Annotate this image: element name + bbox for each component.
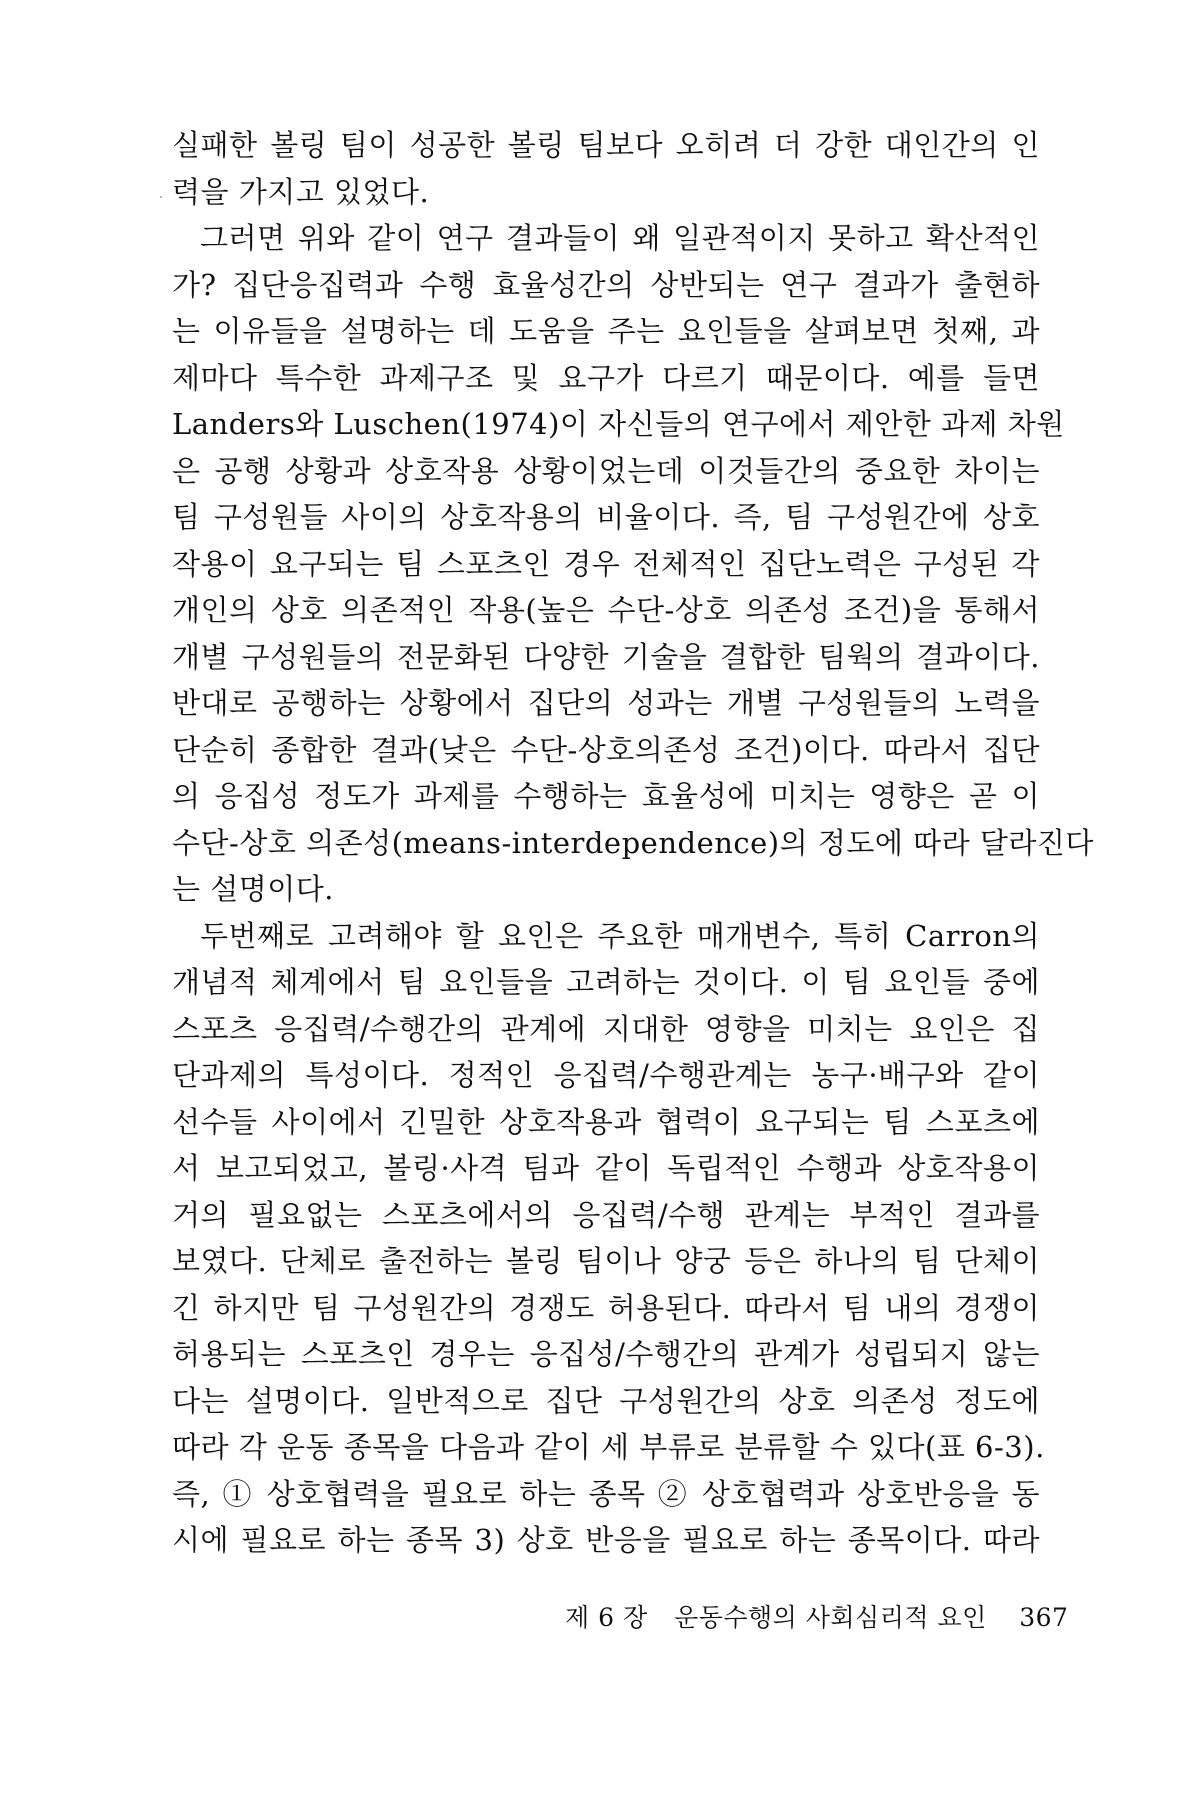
body-line: 그러면 위와 같이 연구 결과들이 왜 일관적이지 못하고 확산적인 [200,221,1040,255]
footer-chapter-title: 운동수행의 사회심리적 요인 [674,1603,987,1632]
body-line: 서 보고되었고, 볼링·사격 팀과 같이 독립적인 수행과 상호작용이 [172,1151,1040,1185]
body-line: 따라 각 운동 종목을 다음과 같이 세 부류로 분류할 수 있다(표 6-3). [172,1430,1045,1464]
body-line: 거의 필요없는 스포츠에서의 응집력/수행 관계는 부적인 결과를 [172,1197,1040,1232]
body-line: 가? 집단응집력과 수행 효율성간의 상반되는 연구 결과가 출현하 [172,267,1040,302]
body-text [172,122,1094,1564]
body-line: 은 공행 상황과 상호작용 상황이었는데 이것들간의 중요한 차이는 [172,453,1040,488]
scan-speck [160,196,162,198]
body-line: 수단-상호 의존성(means-interdependence)의 정도에 따라 달라진다 [172,825,1094,860]
body-line: 는 설명이다. [172,872,335,906]
body-line: 개인의 상호 의존적인 작용(높은 수단-상호 의존성 조건)을 통해서 [172,593,1040,627]
body-line: 즉, ① 상호협력을 필요로 하는 종목 ② 상호협력과 상호반응을 동 [172,1476,1040,1511]
body-line: 는 이유들을 설명하는 데 도움을 주는 요인들을 살펴보면 첫째, 과 [172,314,1040,348]
body-line: 보였다. 단체로 출전하는 볼링 팀이나 양궁 등은 하나의 팀 단체이 [172,1244,1040,1278]
body-line: 시에 필요로 하는 종목 3) 상호 반응을 필요로 하는 종목이다. 따라 [172,1523,1040,1557]
running-footer [565,1598,1068,1634]
body-line: 팀 구성원들 사이의 상호작용의 비율이다. 즉, 팀 구성원간에 상호 [172,500,1040,534]
body-line: 스포츠 응집력/수행간의 관계에 지대한 영향을 미치는 요인은 집 [172,1011,1040,1046]
body-line: 허용되는 스포츠인 경우는 응집성/수행간의 관계가 성립되지 않는 [172,1337,1040,1371]
body-line: 실패한 볼링 팀이 성공한 볼링 팀보다 오히려 더 강한 대인간의 인 [172,128,1040,162]
body-line: 의 응집성 정도가 과제를 수행하는 효율성에 미치는 영향은 곧 이 [172,779,1040,813]
body-line: 두번째로 고려해야 할 요인은 주요한 매개변수, 특히 Carron의 [200,918,1040,953]
body-line: 선수들 사이에서 긴밀한 상호작용과 협력이 요구되는 팀 스포츠에 [172,1104,1040,1139]
body-line: 력을 가지고 있었다. [172,174,430,209]
page-number: 367 [1019,1603,1069,1632]
body-line: 다는 설명이다. 일반적으로 집단 구성원간의 상호 의존성 정도에 [172,1383,1040,1418]
body-line: 반대로 공행하는 상황에서 집단의 성과는 개별 구성원들의 노력을 [172,686,1040,720]
footer-chapter: 제 6 장 [565,1603,648,1632]
body-line: 작용이 요구되는 팀 스포츠인 경우 전체적인 집단노력은 구성된 각 [172,546,1040,581]
body-line: 개념적 체계에서 팀 요인들을 고려하는 것이다. 이 팀 요인들 중에 [172,965,1040,999]
body-line: 개별 구성원들의 전문화된 다양한 기술을 결합한 팀웍의 결과이다. [172,639,1040,674]
body-line: Landers와 Luschen(1974)이 자신들의 연구에서 제안한 과제 차원 [172,407,1065,441]
body-line: 단순히 종합한 결과(낮은 수단-상호의존성 조건)이다. 따라서 집단 [172,732,1040,767]
body-line: 긴 하지만 팀 구성원간의 경쟁도 허용된다. 따라서 팀 내의 경쟁이 [172,1290,1040,1325]
body-line: 단과제의 특성이다. 정적인 응집력/수행관계는 농구·배구와 같이 [172,1058,1040,1092]
body-line: 제마다 특수한 과제구조 및 요구가 다르기 때문이다. 예를 들면 [172,360,1040,395]
